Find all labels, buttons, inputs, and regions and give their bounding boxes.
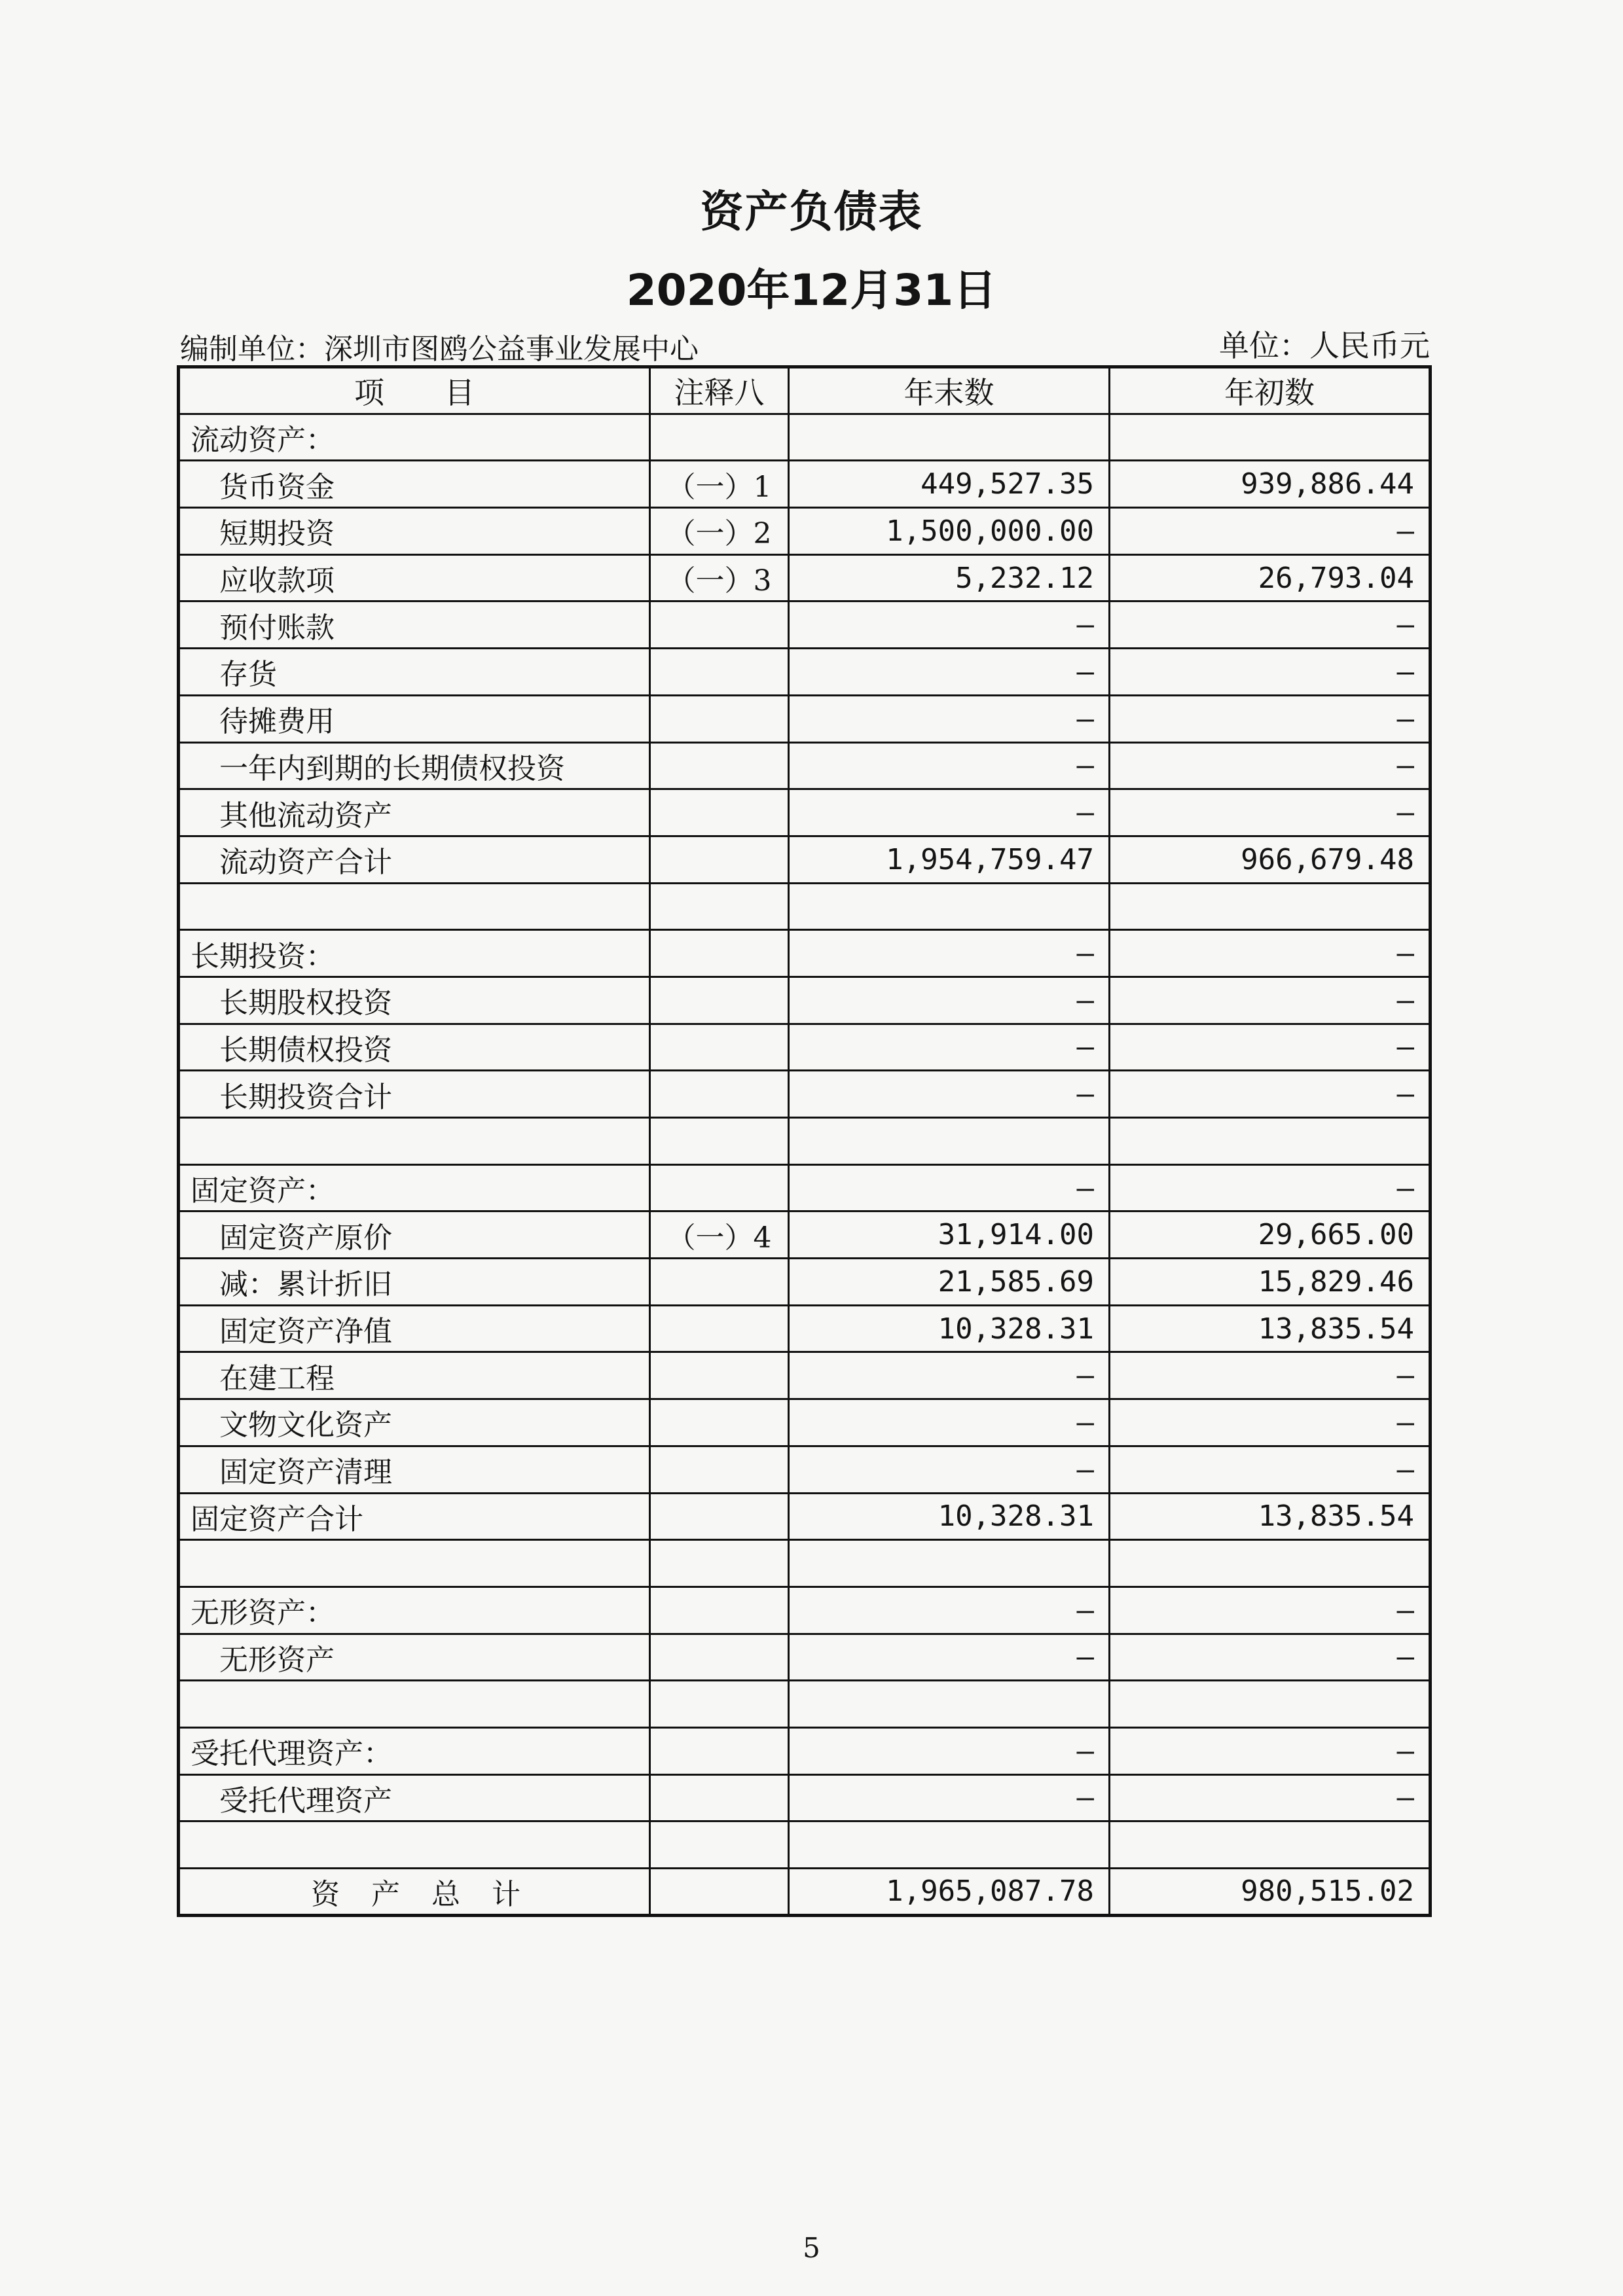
table-row — [179, 1540, 1431, 1587]
row-year-begin-value: 13,835.54 — [1110, 1493, 1431, 1540]
row-note — [650, 836, 789, 883]
row-note: （一）3 — [650, 554, 789, 601]
row-note — [650, 977, 789, 1024]
table-row — [179, 554, 1431, 601]
row-year-begin-value: – — [1110, 1446, 1431, 1493]
row-note — [650, 1352, 789, 1399]
row-year-begin-value — [1110, 1821, 1431, 1869]
row-year-begin-value: – — [1110, 695, 1431, 742]
row-year-begin-value — [1110, 1540, 1431, 1587]
page-title: 资产负债表 — [700, 187, 923, 237]
row-year-end-value: – — [789, 1774, 1110, 1821]
row-item-label: 待摊费用 — [179, 695, 650, 742]
row-note — [650, 1821, 789, 1869]
row-note — [650, 930, 789, 977]
row-year-end-value: 1,954,759.47 — [789, 836, 1110, 883]
row-item-label: 受托代理资产 — [179, 1774, 650, 1821]
row-year-begin-value — [1110, 1681, 1431, 1728]
row-note — [650, 1118, 789, 1165]
row-note — [650, 1774, 789, 1821]
row-year-begin-value: – — [1110, 742, 1431, 789]
row-year-end-value: 5,232.12 — [789, 554, 1110, 601]
row-year-begin-value: 13,835.54 — [1110, 1305, 1431, 1352]
row-year-end-value: – — [789, 1634, 1110, 1681]
table-row — [179, 883, 1431, 930]
row-item-label: 减：累计折旧 — [179, 1259, 650, 1306]
row-year-begin-value: – — [1110, 1071, 1431, 1118]
row-year-end-value: 1,965,087.78 — [789, 1869, 1110, 1916]
row-year-end-value: – — [789, 649, 1110, 696]
row-item-label: 流动资产： — [179, 414, 650, 461]
header-item: 项 目 — [179, 367, 650, 414]
row-note — [650, 414, 789, 461]
row-note — [650, 1540, 789, 1587]
row-item-label: 长期投资合计 — [179, 1071, 650, 1118]
row-year-end-value — [789, 1821, 1110, 1869]
row-year-end-value: 10,328.31 — [789, 1305, 1110, 1352]
row-year-end-value — [789, 1540, 1110, 1587]
row-year-end-value: – — [789, 1399, 1110, 1446]
row-item-label: 预付账款 — [179, 601, 650, 649]
table-row — [179, 508, 1431, 555]
row-year-end-value: – — [789, 930, 1110, 977]
row-year-end-value: 449,527.35 — [789, 461, 1110, 508]
row-year-end-value: 1,500,000.00 — [789, 508, 1110, 555]
table-row — [179, 1305, 1431, 1352]
table-row — [179, 1118, 1431, 1165]
row-note — [650, 1587, 789, 1634]
row-item-label — [179, 1681, 650, 1728]
row-year-begin-value: – — [1110, 977, 1431, 1024]
row-item-label: 存货 — [179, 649, 650, 696]
row-item-label — [179, 883, 650, 930]
row-year-end-value: – — [789, 742, 1110, 789]
row-year-begin-value: – — [1110, 508, 1431, 555]
row-note — [650, 1869, 789, 1916]
table-row — [179, 461, 1431, 508]
row-year-begin-value: – — [1110, 1634, 1431, 1681]
row-item-label: 固定资产合计 — [179, 1493, 650, 1540]
report-date: 2020年12月31日 — [626, 265, 997, 315]
page-number: 5 — [803, 2232, 820, 2264]
table-row — [179, 649, 1431, 696]
table-row — [179, 414, 1431, 461]
table-row — [179, 1399, 1431, 1446]
row-item-label — [179, 1821, 650, 1869]
row-item-label: 固定资产： — [179, 1164, 650, 1211]
currency-unit: 单位：人民币元 — [1219, 328, 1430, 363]
row-note — [650, 883, 789, 930]
row-year-end-value: – — [789, 1164, 1110, 1211]
row-year-end-value: 10,328.31 — [789, 1493, 1110, 1540]
row-item-label: 受托代理资产： — [179, 1727, 650, 1774]
row-item-label: 在建工程 — [179, 1352, 650, 1399]
table-row — [179, 1211, 1431, 1259]
row-item-label: 流动资产合计 — [179, 836, 650, 883]
row-year-end-value: – — [789, 1727, 1110, 1774]
row-year-begin-value: – — [1110, 1727, 1431, 1774]
row-year-end-value: – — [789, 977, 1110, 1024]
table-header-row — [179, 367, 1431, 414]
row-note: （一）1 — [650, 461, 789, 508]
row-year-begin-value: – — [1110, 1164, 1431, 1211]
row-year-begin-value: 939,886.44 — [1110, 461, 1431, 508]
row-item-label: 固定资产原价 — [179, 1211, 650, 1259]
row-note: （一）2 — [650, 508, 789, 555]
table-row — [179, 1587, 1431, 1634]
table-row — [179, 789, 1431, 836]
row-year-begin-value: – — [1110, 1024, 1431, 1071]
row-year-end-value: 21,585.69 — [789, 1259, 1110, 1306]
row-note — [650, 1727, 789, 1774]
table-row — [179, 601, 1431, 649]
row-year-begin-value: 15,829.46 — [1110, 1259, 1431, 1306]
balance-sheet-table — [177, 365, 1432, 1917]
row-note — [650, 695, 789, 742]
table-body — [179, 414, 1431, 1915]
row-year-begin-value: – — [1110, 930, 1431, 977]
table-row — [179, 1727, 1431, 1774]
row-item-label: 资产总计 — [179, 1869, 650, 1916]
row-item-label: 长期债权投资 — [179, 1024, 650, 1071]
row-item-label: 一年内到期的长期债权投资 — [179, 742, 650, 789]
table-row — [179, 1259, 1431, 1306]
table-row — [179, 836, 1431, 883]
row-year-end-value — [789, 1118, 1110, 1165]
row-year-end-value: – — [789, 1024, 1110, 1071]
row-year-end-value — [789, 414, 1110, 461]
row-note — [650, 742, 789, 789]
table-row — [179, 742, 1431, 789]
row-note — [650, 1634, 789, 1681]
row-note — [650, 601, 789, 649]
row-item-label — [179, 1118, 650, 1165]
table-row — [179, 1071, 1431, 1118]
row-year-begin-value: – — [1110, 1399, 1431, 1446]
header-year-end: 年末数 — [789, 367, 1110, 414]
row-item-label: 应收款项 — [179, 554, 650, 601]
table-row — [179, 1024, 1431, 1071]
table-row — [179, 1634, 1431, 1681]
row-note — [650, 1493, 789, 1540]
row-note — [650, 1071, 789, 1118]
table-row — [179, 1493, 1431, 1540]
table-row — [179, 1681, 1431, 1728]
row-year-begin-value — [1110, 1118, 1431, 1165]
table-row — [179, 1352, 1431, 1399]
row-year-end-value: – — [789, 1352, 1110, 1399]
row-item-label: 文物文化资产 — [179, 1399, 650, 1446]
table-row — [179, 1869, 1431, 1916]
row-item-label: 固定资产净值 — [179, 1305, 650, 1352]
row-year-begin-value: 29,665.00 — [1110, 1211, 1431, 1259]
row-item-label: 短期投资 — [179, 508, 650, 555]
table-row — [179, 1446, 1431, 1493]
table-row — [179, 1821, 1431, 1869]
row-item-label: 无形资产 — [179, 1634, 650, 1681]
row-year-begin-value: – — [1110, 1352, 1431, 1399]
table-row — [179, 1164, 1431, 1211]
table-row — [179, 695, 1431, 742]
table-row — [179, 930, 1431, 977]
row-item-label: 长期投资： — [179, 930, 650, 977]
header-year-begin: 年初数 — [1110, 367, 1431, 414]
row-item-label — [179, 1540, 650, 1587]
row-note — [650, 1399, 789, 1446]
row-note — [650, 649, 789, 696]
row-year-begin-value — [1110, 414, 1431, 461]
row-year-end-value: – — [789, 1446, 1110, 1493]
row-note — [650, 1446, 789, 1493]
header-note: 注释八 — [650, 367, 789, 414]
row-year-begin-value — [1110, 883, 1431, 930]
row-year-end-value: – — [789, 1071, 1110, 1118]
row-year-end-value: – — [789, 695, 1110, 742]
row-year-begin-value: 966,679.48 — [1110, 836, 1431, 883]
row-item-label: 货币资金 — [179, 461, 650, 508]
row-year-end-value — [789, 883, 1110, 930]
row-note — [650, 1305, 789, 1352]
row-note — [650, 1164, 789, 1211]
row-year-begin-value: – — [1110, 1587, 1431, 1634]
row-item-label: 无形资产： — [179, 1587, 650, 1634]
row-year-begin-value: 980,515.02 — [1110, 1869, 1431, 1916]
table-row — [179, 1774, 1431, 1821]
row-year-begin-value: – — [1110, 789, 1431, 836]
row-note — [650, 789, 789, 836]
row-year-begin-value: – — [1110, 1774, 1431, 1821]
row-note — [650, 1681, 789, 1728]
prepared-by: 编制单位：深圳市图鸥公益事业发展中心 — [180, 332, 699, 366]
row-item-label: 固定资产清理 — [179, 1446, 650, 1493]
table-row — [179, 977, 1431, 1024]
row-year-end-value: – — [789, 789, 1110, 836]
row-note — [650, 1024, 789, 1071]
row-year-end-value: – — [789, 601, 1110, 649]
row-year-end-value: – — [789, 1587, 1110, 1634]
row-item-label: 其他流动资产 — [179, 789, 650, 836]
row-item-label: 长期股权投资 — [179, 977, 650, 1024]
row-year-end-value: 31,914.00 — [789, 1211, 1110, 1259]
row-year-end-value — [789, 1681, 1110, 1728]
row-year-begin-value: – — [1110, 601, 1431, 649]
row-note — [650, 1259, 789, 1306]
row-year-begin-value: – — [1110, 649, 1431, 696]
row-note: （一）4 — [650, 1211, 789, 1259]
row-year-begin-value: 26,793.04 — [1110, 554, 1431, 601]
